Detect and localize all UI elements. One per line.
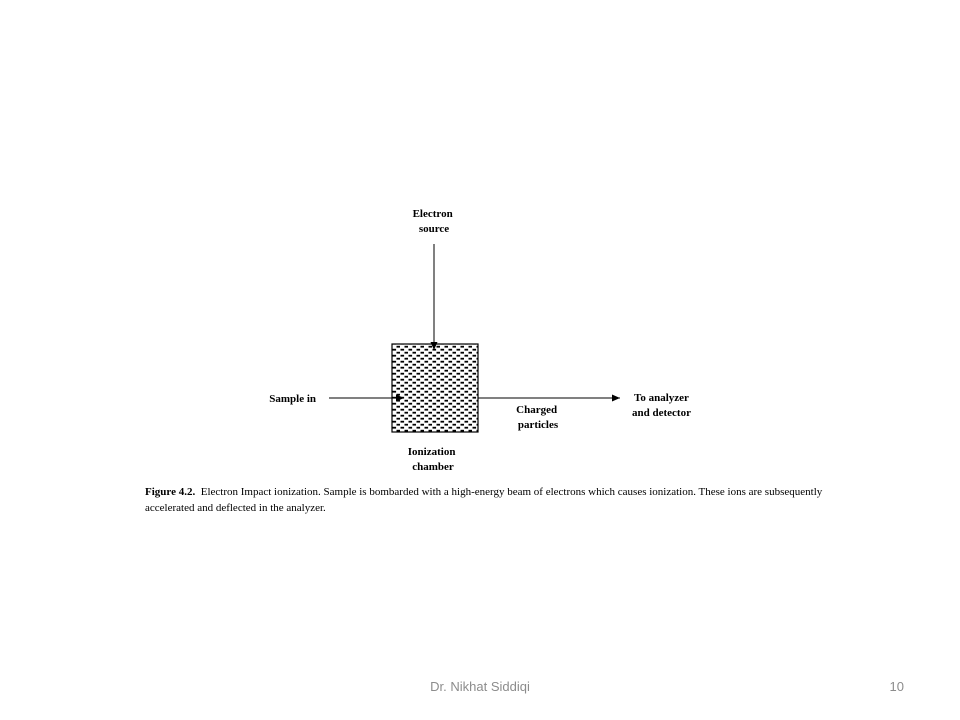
sample-in-label: Sample in	[269, 393, 316, 405]
footer-author: Dr. Nikhat Siddiqi	[430, 679, 530, 694]
figure-label: Figure 4.2.	[145, 486, 196, 498]
figure-caption-text: Electron Impact ionization. Sample is bombarded with a high-energy beam of electrons which causes ionization. These ions are subsequently accelerated and deflected in the analyzer.	[145, 486, 823, 514]
slide-number: 10	[889, 679, 904, 694]
charged-particles-label: Charged particles	[516, 404, 559, 431]
ionization-chamber-box	[392, 344, 478, 432]
figure-caption	[145, 484, 825, 516]
ionization-chamber-label: Ionization chamber	[407, 446, 456, 473]
to-analyzer-label: To analyzer and detector	[632, 392, 691, 419]
electron-source-label: Electron source	[412, 208, 453, 235]
